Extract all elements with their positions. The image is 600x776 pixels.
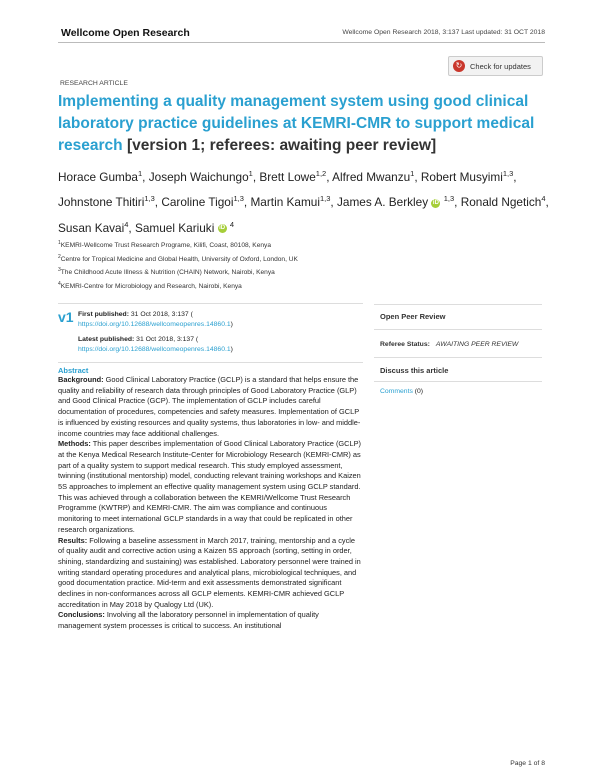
- author-affiliation-ref: 4: [541, 194, 546, 204]
- publication-info: [78, 310, 233, 355]
- author-name: Brett Lowe: [259, 169, 316, 184]
- affiliation-number: 3: [58, 267, 61, 274]
- discuss-heading: Discuss this article: [374, 358, 542, 382]
- affiliation-item: [58, 238, 298, 252]
- author-affiliation-ref: 1: [410, 169, 415, 178]
- affiliation-text: KEMRI-Wellcome Trust Research Programe, Kilifi, Coast, 80108, Kenya: [60, 242, 272, 250]
- running-head: Wellcome Open Research 2018, 3:137 Last updated: 31 OCT 2018: [342, 29, 545, 36]
- affiliation-text: KEMRI-Centre for Microbiology and Research, Nairobi, Kenya: [60, 283, 242, 291]
- author-affiliation-ref: 1: [248, 169, 253, 178]
- conclusions-label: Conclusions:: [58, 610, 105, 620]
- latest-published-label: Latest published:: [78, 336, 135, 343]
- abstract-heading: Abstract: [58, 366, 89, 375]
- methods-label: Methods:: [58, 439, 91, 449]
- author-name: Johnstone Thitiri: [58, 195, 145, 210]
- methods-text: This paper describes implementation of Good Clinical Laboratory Practice (GCLP) at the Kenya Medical Research Institute-Center for Microbiology Research (KEMRI-CMR) as part of a quality system to support medical research. This study employed assessment, twinning (institutional mentorship) model, conducting relevant training workshops and Kaizen 5S approaches to implement an effective quality management system using GCLP standard. This was achieved through a collaboration between the KEMRI/Wellcome Trust Research Programme (KWTRP) and KEMRI-CMR. The aim was compliance and continuous monitoring to meet international GCLP standards in a way that could be replicated in other research organizations.: [58, 439, 362, 534]
- open-peer-review-heading: Open Peer Review: [374, 305, 542, 330]
- affiliation-number: 2: [58, 253, 61, 260]
- author-name: Ronald Ngetich: [460, 195, 542, 210]
- page-number: Page 1 of 8: [510, 760, 545, 767]
- author-name: Samuel Kariuki: [134, 220, 215, 235]
- referee-status: [374, 330, 542, 358]
- check-for-updates-button[interactable]: [448, 56, 543, 76]
- latest-doi-link[interactable]: https://doi.org/10.12688/wellcomeopenres.14860.1: [78, 346, 231, 353]
- author-affiliation-ref: 4: [124, 219, 129, 229]
- publication-rule: [58, 303, 363, 304]
- first-doi-close: ): [230, 321, 233, 328]
- affiliation-item: [58, 252, 298, 266]
- abstract-results: [58, 536, 363, 611]
- author-name: James A. Berkley: [336, 195, 429, 210]
- title-main: Implementing a quality management system using good clinical laboratory practice guidelines at KEMRI-CMR to support medical research: [58, 93, 535, 154]
- results-text: Following a baseline assessment in March 2017, training, mentorship and a cycle of quality audit and corrective action using a Kaizen 5S approach (sorting, setting in order, shining, standardizing and sustaining) was established. Laboratory personnel were trained in writing standard operating procedures and analytical plans, microbiological techniques, and good documentation practice. Mid-term and exit assessments demonstrated significant declines in non-conformances across all GCLP elements. KEMRI-CMR achieved GCLP accreditation in May 2018 by Qualogy Ltd (UK).: [58, 535, 361, 609]
- results-label: Results:: [58, 535, 88, 545]
- author-affiliation-ref: 4: [229, 219, 235, 229]
- author-affiliation-ref: 1,3: [144, 194, 155, 204]
- first-published-label: First published:: [78, 311, 129, 318]
- article-title: [58, 91, 558, 157]
- author-name: Caroline Tigoi: [161, 195, 234, 210]
- author-affiliation-ref: 1,3: [443, 194, 455, 204]
- background-label: Background:: [58, 375, 104, 384]
- header-rule: [58, 42, 545, 43]
- author-name: Horace Gumba: [58, 169, 138, 184]
- author-affiliation-ref: 1,3: [502, 169, 514, 178]
- first-doi-link[interactable]: https://doi.org/10.12688/wellcomeopenres.14860.1: [78, 321, 231, 328]
- affiliations: [58, 238, 298, 293]
- refresh-icon: ↻: [453, 60, 465, 72]
- author-name: Susan Kavai: [58, 220, 125, 235]
- author-name: Martin Kamui: [250, 195, 320, 210]
- abstract-background: [58, 375, 363, 439]
- article-type: RESEARCH ARTICLE: [60, 80, 128, 87]
- title-version: [version 1; referees: awaiting peer review]: [126, 137, 437, 154]
- comments-count: (0): [414, 388, 424, 395]
- journal-name: Wellcome Open Research: [61, 27, 190, 39]
- comments-link[interactable]: Comments: [380, 388, 413, 395]
- referee-status-label: Referee Status:: [380, 341, 430, 348]
- affiliation-item: [58, 265, 298, 279]
- author-affiliation-ref: 1,3: [319, 194, 331, 204]
- author-name: Robert Musyimi: [420, 169, 503, 184]
- version-badge: v1: [58, 309, 74, 325]
- affiliation-number: 1: [58, 240, 61, 246]
- author-list: Horace Gumba$^1$, Joseph Waichungo$^1$, Brett Lowe$^{1,2}$, Alfred Mwanzu$^1$, Robert Musyimi$^{1,3}$, Johnstone Thitiri$^{1,3}$, Caroline Tigoi$^{1,3}$, Martin Kamui$^{1,3}$, James A. Berkley iD $^{1,3}$, Ronald Ngetich$^4$, Susan Kavai$^4$, Samuel Kariuki iD $^4$: [58, 169, 549, 235]
- abstract-methods: [58, 439, 363, 535]
- affiliation-item: [58, 279, 298, 293]
- comments-row: [374, 382, 542, 395]
- background-text: Good Clinical Laboratory Practice (GCLP) is a standard that helps ensure the quality and reliability of research data through principles of Good Laboratory Practice (GLP) and Good Clinical Practice (GCP). The implementation of GCLP includes careful documentation of procedures, competencies and safety measures. Implementation of GCLP is influenced by existing resources and quality systems, thus laboratories in low- and middle-income countries may face additional challenges.: [58, 375, 361, 438]
- referee-status-value: AWAITING PEER REVIEW: [435, 341, 519, 348]
- open-peer-review-panel: [374, 304, 542, 395]
- affiliation-text: Centre for Tropical Medicine and Global Health, University of Oxford, London, UK: [60, 255, 298, 263]
- affiliation-number: 4: [58, 281, 61, 288]
- abstract: [58, 362, 363, 632]
- author-affiliation-ref: 1,2: [315, 169, 327, 178]
- author-affiliation-ref: 1,3: [233, 194, 244, 204]
- affiliation-text: The Childhood Acute Illness & Nutrition (CHAIN) Network, Nairobi, Kenya: [60, 269, 275, 277]
- orcid-icon[interactable]: iD: [432, 199, 439, 206]
- latest-published-date: 31 Oct 2018, 3:137 (: [136, 336, 199, 343]
- author-name: Alfred Mwanzu: [332, 169, 411, 184]
- author-affiliation-ref: 1: [138, 169, 143, 178]
- abstract-conclusions: [58, 610, 363, 631]
- check-updates-label: Check for updates: [470, 61, 531, 71]
- conclusions-text: Involving all the laboratory personnel in implementation of quality management system processes is critical to success. An institutional: [58, 610, 319, 631]
- author-name: Joseph Waichungo: [148, 169, 249, 184]
- orcid-icon[interactable]: iD: [219, 225, 226, 232]
- first-published-date: 31 Oct 2018, 3:137 (: [130, 311, 193, 318]
- latest-doi-close: ): [230, 346, 233, 353]
